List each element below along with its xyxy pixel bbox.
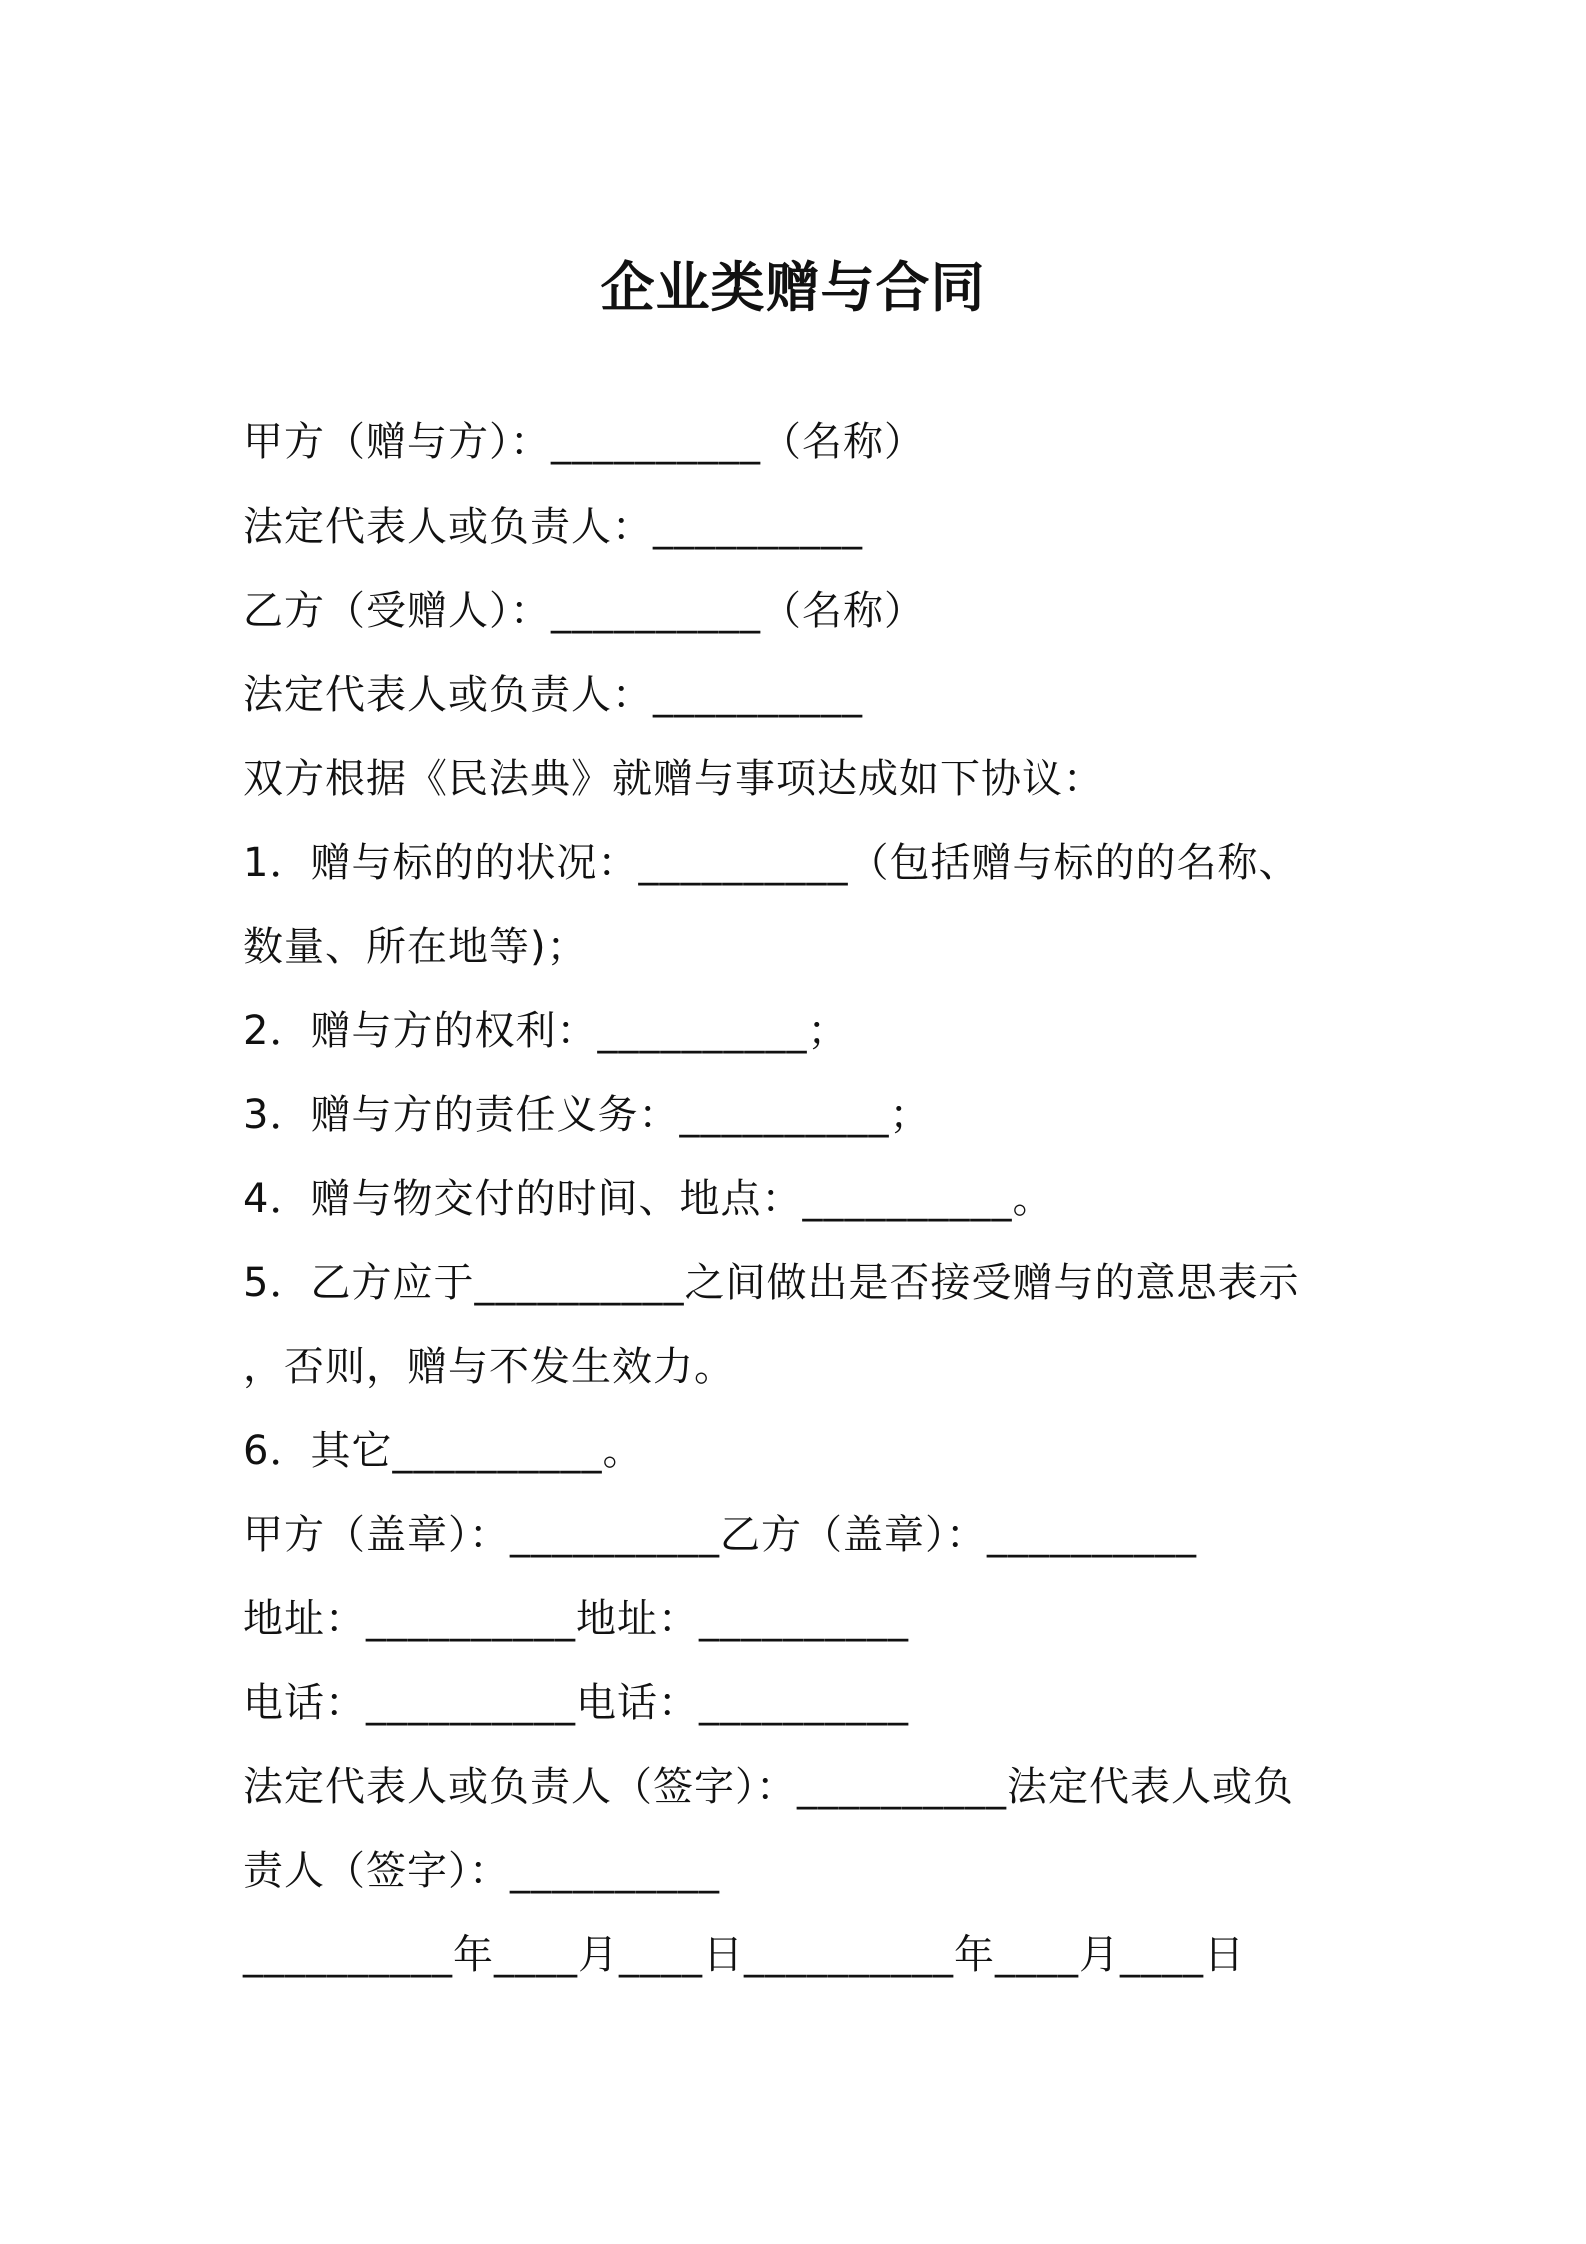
clause-2: 2．赠与方的权利：__________； [243,1008,849,1054]
agreement-intro: 双方根据《民法典》就赠与事项达成如下协议： [243,756,1104,802]
clause-5-line-1: 5．乙方应于__________之间做出是否接受赠与的意思表示 [243,1260,1300,1306]
clause-1-line-2: 数量、所在地等)； [243,924,588,970]
document-title: 企业类赠与合同 [600,256,986,319]
clause-4: 4．赠与物交付的时间、地点：__________。 [243,1176,1054,1222]
party-a-representative-line: 法定代表人或负责人：__________ [243,504,863,550]
date-line: __________年____月____日__________年____月____日 [243,1932,1245,1978]
address-line: 地址：__________地址：__________ [243,1596,909,1642]
clause-6: 6．其它__________。 [243,1428,644,1474]
signature-line-2: 责人（签字）：__________ [243,1848,720,1894]
phone-line: 电话：__________电话：__________ [243,1680,909,1726]
party-b-representative-line: 法定代表人或负责人：__________ [243,672,863,718]
clause-1-line-1: 1．赠与标的的状况：__________（包括赠与标的的名称、 [243,840,1300,886]
seal-line: 甲方（盖章）：__________乙方（盖章）：__________ [243,1512,1197,1558]
clause-5-line-2: ，否则，赠与不发生效力。 [243,1344,735,1390]
signature-line-1: 法定代表人或负责人（签字）：__________法定代表人或负 [243,1764,1294,1810]
clause-3: 3．赠与方的责任义务：__________； [243,1092,931,1138]
party-b-line: 乙方（受赠人）：__________（名称） [243,588,925,634]
party-a-line: 甲方（赠与方）：__________（名称） [243,419,925,465]
